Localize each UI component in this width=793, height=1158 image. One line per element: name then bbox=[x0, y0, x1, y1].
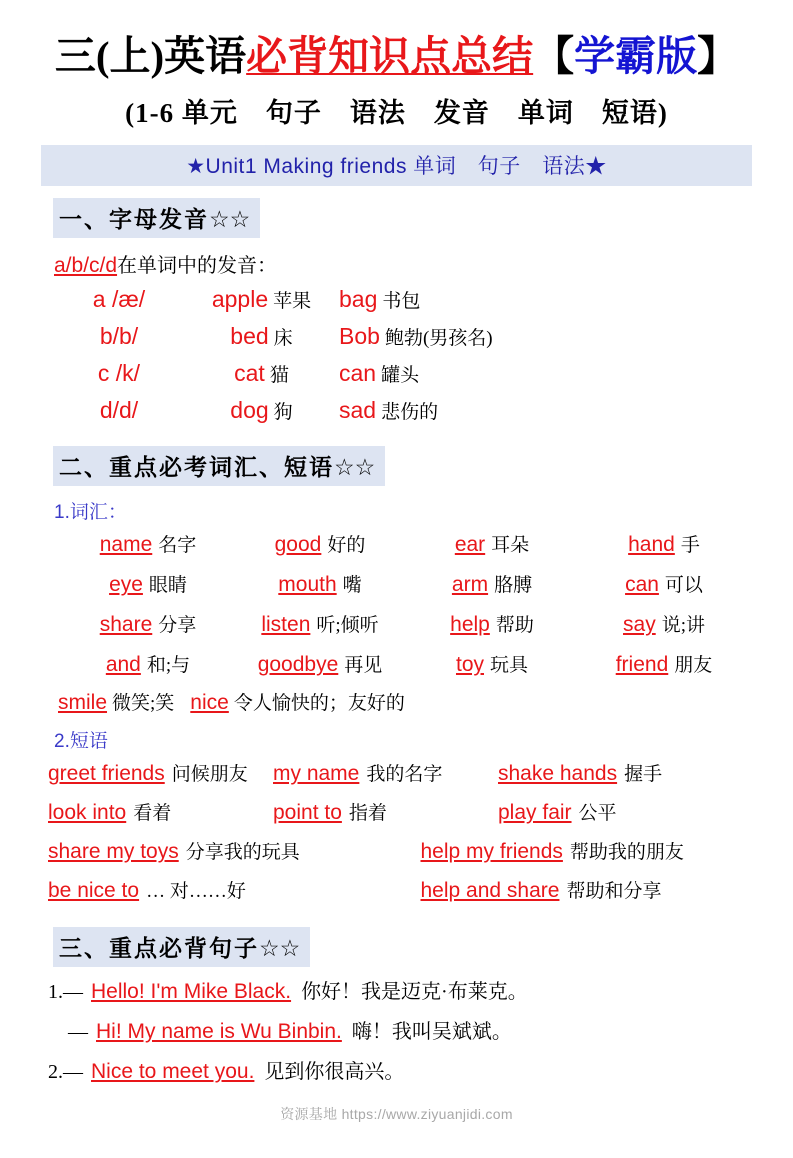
section3-heading-wrap bbox=[0, 927, 793, 967]
vocab-meaning: 微笑;笑 bbox=[112, 693, 174, 714]
phrase-cell bbox=[48, 837, 421, 864]
vocab-cell bbox=[234, 530, 406, 557]
pron-word-cell bbox=[184, 323, 339, 350]
phrase-meaning: 看着 bbox=[133, 803, 171, 824]
vocab-word: and bbox=[106, 653, 141, 676]
phrase-meaning: 分享我的玩具 bbox=[186, 842, 300, 863]
phrase-word: help my friends bbox=[421, 840, 563, 863]
phrase-meaning: 帮助我的朋友 bbox=[570, 842, 684, 863]
pron-word: dog bbox=[230, 397, 268, 423]
vocab-cell bbox=[578, 570, 750, 597]
pron-meaning: 苹果 bbox=[273, 291, 311, 312]
vocab-meaning: 分享 bbox=[158, 615, 196, 636]
phrase-cell bbox=[48, 876, 421, 903]
vocab-word: eye bbox=[109, 573, 143, 596]
vocab-word: nice bbox=[190, 691, 229, 714]
section2-heading bbox=[53, 446, 385, 486]
phrases-grid bbox=[0, 759, 793, 915]
pron-word: apple bbox=[212, 286, 268, 312]
title-part-blue: 学霸版 bbox=[574, 33, 697, 79]
pron-letter-cell bbox=[54, 323, 184, 350]
section3-heading-text: 三、重点必背句子 bbox=[59, 936, 259, 961]
pron-word2-cell bbox=[339, 323, 579, 350]
title-bracket-close: 】 bbox=[697, 33, 738, 79]
vocab-word: listen bbox=[261, 613, 310, 636]
section2-heading-text: 二、重点必考词汇、短语 bbox=[59, 455, 334, 480]
pron-letter-cell bbox=[54, 286, 184, 313]
vocab-word: ear bbox=[455, 533, 485, 556]
vocab-word: hand bbox=[628, 533, 675, 556]
vocab-cell bbox=[234, 650, 406, 677]
pron-word: bed bbox=[230, 323, 268, 349]
phrase-word: look into bbox=[48, 801, 126, 824]
phrase-cell bbox=[273, 759, 498, 786]
pron-word2: bag bbox=[339, 286, 377, 312]
vocab-meaning: 眼睛 bbox=[149, 575, 187, 596]
pronunciation-lead bbox=[0, 249, 793, 278]
vocab-meaning: 耳朵 bbox=[491, 535, 529, 556]
vocab-word: goodbye bbox=[258, 653, 339, 676]
vocab-meaning: 胳膊 bbox=[494, 575, 532, 596]
phrase-word: shake hands bbox=[498, 762, 617, 785]
pron-letter-cell bbox=[54, 360, 184, 387]
phrase-cell bbox=[273, 798, 498, 825]
pron-meaning: 猫 bbox=[270, 365, 289, 386]
phrase-cell bbox=[421, 837, 793, 864]
vocab-word: friend bbox=[616, 653, 669, 676]
section1-heading bbox=[53, 198, 260, 238]
phrase-meaning: … 对……好 bbox=[146, 881, 246, 902]
pron-meaning: 狗 bbox=[274, 402, 293, 423]
vocab-row-last bbox=[0, 688, 793, 715]
vocab-word: smile bbox=[58, 691, 107, 714]
pron-letter-cell bbox=[54, 397, 184, 424]
sentence-chinese: 你好！我是迈克·布莱克。 bbox=[301, 981, 528, 1003]
vocab-meaning: 和;与 bbox=[147, 655, 190, 676]
phrase-label: 2.短语 bbox=[0, 726, 793, 753]
vocab-word: say bbox=[623, 613, 656, 636]
pron-word2: Bob bbox=[339, 323, 380, 349]
pron-word2-cell bbox=[339, 286, 579, 313]
title-bracket-open: 【 bbox=[533, 33, 574, 79]
phrase-meaning: 帮助和分享 bbox=[566, 881, 661, 902]
sentence-number: 1. bbox=[48, 981, 63, 1003]
phrase-word: be nice to bbox=[48, 879, 139, 902]
phrase-cell bbox=[421, 876, 793, 903]
vocab-meaning: 说;讲 bbox=[662, 615, 705, 636]
vocab-cell bbox=[406, 570, 578, 597]
phrase-word: share my toys bbox=[48, 840, 179, 863]
section1-heading-text: 一、字母发音 bbox=[59, 207, 209, 232]
sentences-list bbox=[0, 975, 793, 1095]
vocab-row bbox=[62, 570, 793, 610]
sentence-english: Nice to meet you. bbox=[91, 1060, 254, 1083]
sentence-number: 2. bbox=[48, 1061, 63, 1083]
pron-letter: d/d/ bbox=[100, 397, 138, 423]
phrase-meaning: 公平 bbox=[579, 803, 617, 824]
vocab-cell bbox=[62, 610, 234, 637]
vocab-word: good bbox=[275, 533, 322, 556]
phrase-word: help and share bbox=[421, 879, 560, 902]
vocab-meaning: 玩具 bbox=[490, 655, 528, 676]
footer-watermark: 资源基地 https://www.ziyuanjidi.com bbox=[0, 1104, 793, 1124]
vocab-cell bbox=[62, 530, 234, 557]
vocab-cell bbox=[62, 570, 234, 597]
pronunciation-row bbox=[54, 397, 793, 434]
sentence-english: Hi! My name is Wu Binbin. bbox=[96, 1020, 342, 1043]
pronunciation-letters: a/b/c/d bbox=[54, 254, 117, 277]
vocab-cell bbox=[406, 610, 578, 637]
vocab-cell bbox=[406, 650, 578, 677]
vocab-meaning: 手 bbox=[681, 535, 700, 556]
pron-word2-cell bbox=[339, 360, 579, 387]
vocab-word: toy bbox=[456, 653, 484, 676]
vocab-meaning: 听;倾听 bbox=[316, 615, 378, 636]
vocab-word: arm bbox=[452, 573, 488, 596]
vocab-word: help bbox=[450, 613, 490, 636]
pronunciation-row bbox=[54, 360, 793, 397]
sentence-row bbox=[48, 1015, 793, 1055]
pronunciation-row bbox=[54, 323, 793, 360]
pron-letter: c /k/ bbox=[98, 360, 140, 386]
phrase-cell bbox=[48, 759, 273, 786]
stars-icon: ☆☆ bbox=[209, 207, 250, 232]
pron-meaning2: 悲伤的 bbox=[381, 402, 438, 423]
phrase-word: play fair bbox=[498, 801, 572, 824]
phrase-meaning: 我的名字 bbox=[366, 764, 442, 785]
pron-word-cell bbox=[184, 286, 339, 313]
vocab-word: name bbox=[100, 533, 153, 556]
section2-heading-wrap bbox=[0, 446, 793, 486]
vocab-word: can bbox=[625, 573, 659, 596]
pron-word-cell bbox=[184, 397, 339, 424]
phrase-row bbox=[48, 759, 793, 798]
phrase-meaning: 指着 bbox=[349, 803, 387, 824]
phrase-word: greet friends bbox=[48, 762, 165, 785]
pron-word2: can bbox=[339, 360, 376, 386]
phrase-cell bbox=[48, 798, 273, 825]
document-page bbox=[0, 36, 793, 1158]
pron-word2: sad bbox=[339, 397, 376, 423]
vocab-meaning: 朋友 bbox=[674, 655, 712, 676]
vocab-cell bbox=[578, 650, 750, 677]
sentence-dash: — bbox=[63, 981, 83, 1003]
vocab-meaning: 再见 bbox=[344, 655, 382, 676]
phrase-cell bbox=[498, 798, 723, 825]
pron-letter: b/b/ bbox=[100, 323, 138, 349]
sentence-chinese: 见到你很高兴。 bbox=[264, 1061, 404, 1083]
vocab-word: mouth bbox=[278, 573, 336, 596]
sentence-dash: — bbox=[63, 1061, 83, 1083]
title-part-black: 三(上)英语 bbox=[55, 33, 246, 79]
sentence-chinese: 嗨！我叫吴斌斌。 bbox=[352, 1021, 512, 1043]
pron-meaning: 床 bbox=[274, 328, 293, 349]
vocab-cell bbox=[578, 610, 750, 637]
sentence-english: Hello! I'm Mike Black. bbox=[91, 980, 291, 1003]
section3-heading bbox=[53, 927, 310, 967]
section1-heading-wrap bbox=[0, 198, 793, 238]
vocab-meaning: 嘴 bbox=[343, 575, 362, 596]
phrase-cell bbox=[498, 759, 723, 786]
pron-meaning2: 书包 bbox=[382, 291, 420, 312]
vocab-meaning: 好的 bbox=[327, 535, 365, 556]
phrase-row bbox=[48, 837, 793, 876]
pron-meaning2: 鲍勃(男孩名) bbox=[385, 328, 493, 349]
phrase-row bbox=[48, 876, 793, 915]
pron-word-cell bbox=[184, 360, 339, 387]
pronunciation-row bbox=[54, 286, 793, 323]
phrase-word: point to bbox=[273, 801, 342, 824]
vocab-label: 1.词汇： bbox=[0, 497, 793, 524]
pronunciation-lead-cn: 在单词中的发音： bbox=[117, 255, 277, 277]
title-part-red: 必背知识点总结 bbox=[246, 33, 533, 79]
vocab-meaning: 帮助 bbox=[496, 615, 534, 636]
vocabulary-grid bbox=[0, 530, 793, 690]
sentence-row bbox=[48, 975, 793, 1015]
pron-word: cat bbox=[234, 360, 265, 386]
vocab-row bbox=[62, 610, 793, 650]
vocab-cell bbox=[234, 570, 406, 597]
stars-icon: ☆☆ bbox=[259, 936, 300, 961]
vocab-cell bbox=[406, 530, 578, 557]
vocab-word: share bbox=[100, 613, 153, 636]
stars-icon: ☆☆ bbox=[334, 455, 375, 480]
pron-letter: a /æ/ bbox=[93, 286, 145, 312]
page-title bbox=[0, 36, 793, 77]
pron-meaning2: 罐头 bbox=[381, 365, 419, 386]
sentence-dash: — bbox=[68, 1021, 88, 1043]
page-subtitle: (1-6 单元 句子 语法 发音 单词 短语) bbox=[0, 91, 793, 130]
pronunciation-table bbox=[0, 286, 793, 434]
pron-word2-cell bbox=[339, 397, 579, 424]
vocab-meaning: 令人愉快的；友好的 bbox=[234, 693, 405, 714]
vocab-row bbox=[62, 650, 793, 690]
vocab-cell bbox=[234, 610, 406, 637]
sentence-row bbox=[48, 1055, 793, 1095]
phrase-meaning: 握手 bbox=[624, 764, 662, 785]
phrase-word: my name bbox=[273, 762, 359, 785]
vocab-meaning: 名字 bbox=[158, 535, 196, 556]
vocab-row bbox=[62, 530, 793, 570]
vocab-cell bbox=[578, 530, 750, 557]
vocab-cell bbox=[62, 650, 234, 677]
vocab-meaning: 可以 bbox=[665, 575, 703, 596]
phrase-meaning: 问候朋友 bbox=[172, 764, 248, 785]
unit-banner: ★Unit1 Making friends 单词 句子 语法★ bbox=[41, 145, 752, 186]
phrase-row bbox=[48, 798, 793, 837]
